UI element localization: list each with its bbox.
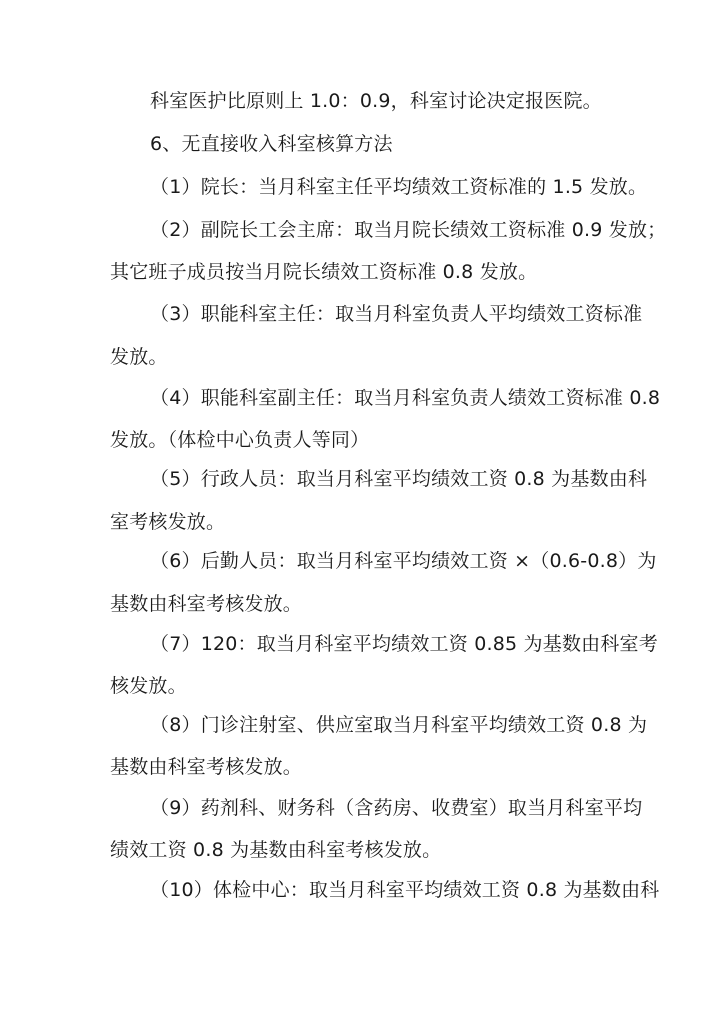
text-line: 核发放。	[110, 675, 187, 697]
text-line: （5）行政人员：取当月科室平均绩效工资 0.8 为基数由科	[150, 468, 648, 490]
text-line: （8）门诊注射室、供应室取当月科室平均绩效工资 0.8 为	[150, 714, 648, 736]
text-line: （4）职能科室副主任：取当月科室负责人绩效工资标准 0.8	[150, 387, 661, 409]
text-line: 基数由科室考核发放。	[110, 593, 303, 615]
text-line: （10）体检中心：取当月科室平均绩效工资 0.8 为基数由科	[150, 879, 660, 901]
text-line: 发放。	[110, 346, 168, 368]
text-line: （9）药剂科、财务科（含药房、收费室）取当月科室平均	[150, 797, 643, 819]
text-line: （3）职能科室主任：取当月科室负责人平均绩效工资标准	[150, 303, 643, 325]
text-line: 绩效工资 0.8 为基数由科室考核发放。	[110, 839, 442, 861]
text-line: 室考核发放。	[110, 511, 226, 533]
text-line: （1）院长：当月科室主任平均绩效工资标准的 1.5 发放。	[150, 176, 648, 198]
text-line: 发放。（体检中心负责人等同）	[110, 429, 370, 451]
text-line: 其它班子成员按当月院长绩效工资标准 0.8 发放。	[110, 261, 538, 283]
text-line: （2）副院长工会主席：取当月院长绩效工资标准 0.9 发放；	[150, 219, 667, 241]
text-line: （6）后勤人员：取当月科室平均绩效工资 ×（0.6-0.8）为	[150, 550, 657, 572]
text-line: （7）120：取当月科室平均绩效工资 0.85 为基数由科室考	[150, 633, 658, 655]
text-line: 基数由科室考核发放。	[110, 756, 303, 778]
text-line: 科室医护比原则上 1.0：0.9，科室讨论决定报医院。	[150, 90, 602, 112]
section-heading: 6、无直接收入科室核算方法	[150, 133, 393, 155]
